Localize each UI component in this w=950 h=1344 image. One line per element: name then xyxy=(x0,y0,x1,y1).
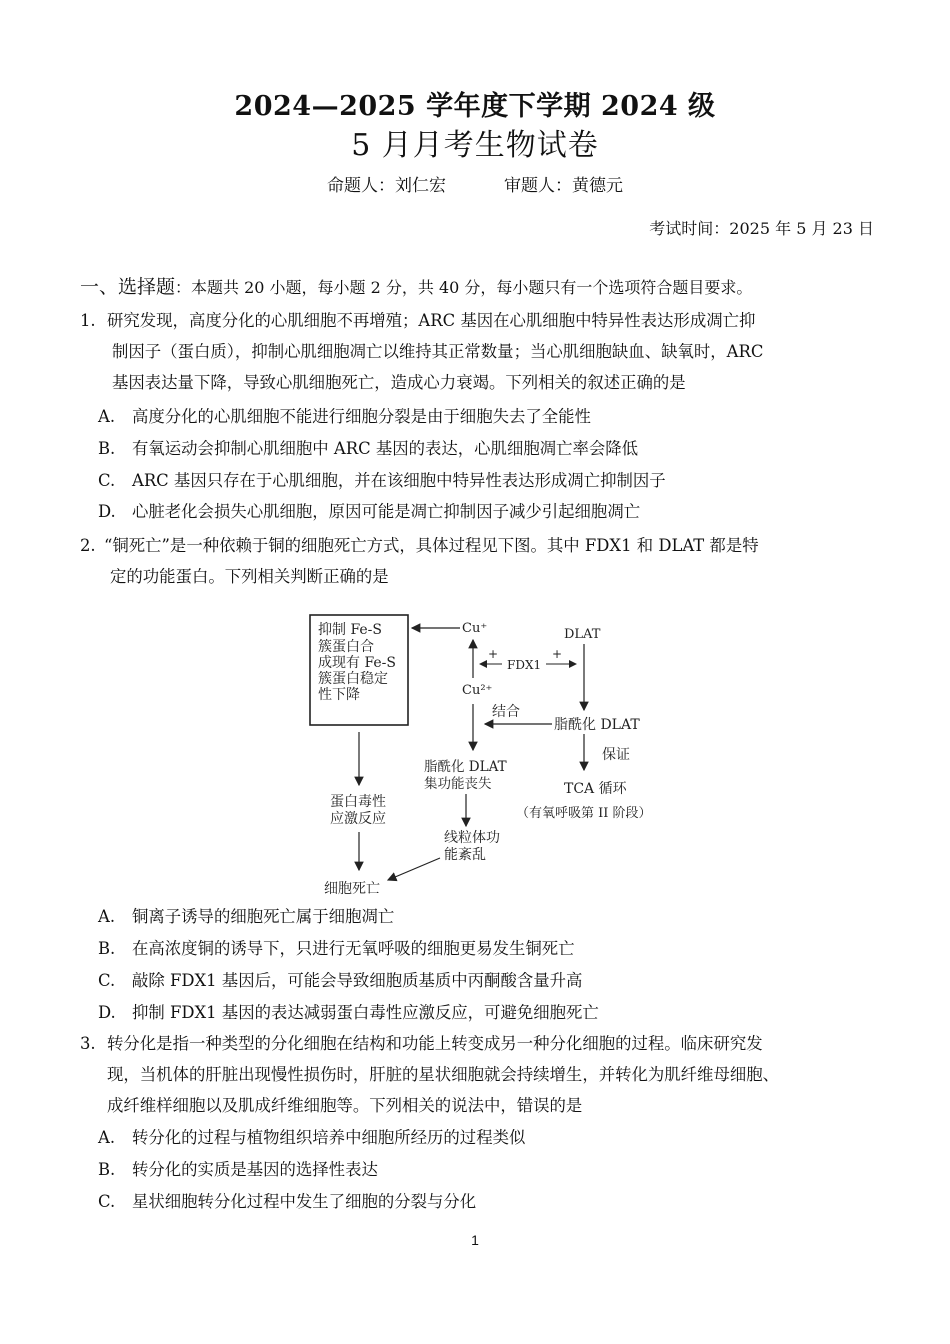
plus-sign: + xyxy=(488,647,499,661)
exam-time: 考试时间：2025 年 5 月 23 日 xyxy=(649,219,874,238)
fdx1-label: FDX1 xyxy=(507,658,542,672)
q2-option-c: C. 敲除 FDX1 基因后，可能会导致细胞质基质中丙酮酸含量升高 xyxy=(98,971,583,990)
q1-option-c: C. ARC 基因只存在于心肌细胞，并在该细胞中特异性表达形成凋亡抑制因子 xyxy=(98,471,666,490)
aggregation-label-line1: 脂酰化 DLAT xyxy=(424,759,507,775)
box-text-line: 性下降 xyxy=(318,687,360,703)
q1-option-b: B. 有氧运动会抑制心肌细胞中 ARC 基因的表达，心肌细胞凋亡率会降低 xyxy=(98,439,639,458)
arrow-mito-to-death xyxy=(388,858,440,880)
section-title: 一、选择题 xyxy=(80,276,176,298)
exam-title-line2: 5 月月考生物试卷 xyxy=(351,128,599,163)
question-stem-line: 成纤维样细胞以及肌成纤维细胞等。下列相关的说法中，错误的是 xyxy=(107,1096,583,1115)
box-text-line: 成现有 Fe-S xyxy=(318,655,397,671)
q3-option-b: B. 转分化的实质是基因的选择性表达 xyxy=(98,1160,378,1179)
page-number: 1 xyxy=(471,1232,479,1248)
question-stem-line: “铜死亡”是一种依赖于铜的细胞死亡方式，具体过程见下图。其中 FDX1 和 DLAT 都是特 xyxy=(104,536,759,555)
death-label: 细胞死亡 xyxy=(324,881,380,897)
tca-label: TCA 循环 xyxy=(564,781,627,797)
q3-option-a: A. 转分化的过程与植物组织培养中细胞所经历的过程类似 xyxy=(98,1128,526,1147)
stress-label-line2: 应激反应 xyxy=(330,811,386,827)
q3-option-c: C. 星状细胞转分化过程中发生了细胞的分裂与分化 xyxy=(98,1192,477,1211)
question-stem-line: 基因表达量下降，导致心肌细胞死亡，造成心力衰竭。下列相关的叙述正确的是 xyxy=(112,373,686,392)
author: 命题人：刘仁宏 xyxy=(327,176,446,196)
reviewer: 审题人：黄德元 xyxy=(504,176,623,196)
question-stem-line: 研究发现，高度分化的心肌细胞不再增殖；ARC 基因在心肌细胞中特异性表达形成凋亡抑 xyxy=(107,311,756,330)
box-text-line: 簇蛋白合 xyxy=(318,639,374,655)
section-instruction: ：本题共 20 小题，每小题 2 分，共 40 分，每小题只有一个选项符合题目要求。 xyxy=(175,278,753,297)
question-number: 1. xyxy=(80,311,96,330)
binding-label: 结合 xyxy=(492,704,520,720)
q1-option-a: A. 高度分化的心肌细胞不能进行细胞分裂是由于细胞失去了全能性 xyxy=(98,407,591,426)
tca-note: （有氧呼吸第 II 阶段） xyxy=(516,806,652,821)
q2-option-b: B. 在高浓度铜的诱导下，只进行无氧呼吸的细胞更易发生铜死亡 xyxy=(98,939,575,958)
guarantee-label: 保证 xyxy=(602,747,630,763)
cu-plus-label: Cu⁺ xyxy=(462,621,488,636)
copper-death-diagram xyxy=(290,600,710,900)
mito-label-line1: 线粒体功 xyxy=(444,830,500,846)
q2-option-a: A. 铜离子诱导的细胞死亡属于细胞凋亡 xyxy=(98,907,395,926)
question-number: 2. xyxy=(80,536,96,555)
dlat-label: DLAT xyxy=(564,627,601,642)
exam-title-line1: 2024—2025 学年度下学期 2024 级 xyxy=(234,91,716,122)
q1-option-d: D. 心脏老化会损失心肌细胞，原因可能是凋亡抑制因子减少引起细胞凋亡 xyxy=(98,502,641,521)
lipo-dlat-label: 脂酰化 DLAT xyxy=(554,717,640,733)
q2-option-d: D. 抑制 FDX1 基因的表达减弱蛋白毒性应激反应，可避免细胞死亡 xyxy=(98,1003,599,1022)
box-text-line: 簇蛋白稳定 xyxy=(318,671,388,687)
box-text-line: 抑制 Fe-S xyxy=(318,622,383,638)
plus-sign: + xyxy=(552,647,563,661)
question-stem-line: 转分化是指一种类型的分化细胞在结构和功能上转变成另一种分化细胞的过程。临床研究发 xyxy=(107,1034,763,1053)
section-heading xyxy=(80,272,752,299)
question-stem-line: 制因子（蛋白质），抑制心肌细胞凋亡以维持其正常数量；当心肌细胞缺血、缺氧时，ARC xyxy=(112,342,764,361)
question-number: 3. xyxy=(80,1034,96,1053)
question-stem-line: 现，当机体的肝脏出现慢性损伤时，肝脏的星状细胞就会持续增生，并转化为肌纤维母细胞、 xyxy=(107,1065,780,1084)
authors-line xyxy=(0,171,950,196)
stress-label-line1: 蛋白毒性 xyxy=(330,794,386,810)
mito-label-line2: 能紊乱 xyxy=(444,847,486,863)
cu-2plus-label: Cu²⁺ xyxy=(462,683,493,698)
question-stem-line: 定的功能蛋白。下列相关判断正确的是 xyxy=(110,567,389,586)
aggregation-label-line2: 集功能丧失 xyxy=(424,776,492,792)
